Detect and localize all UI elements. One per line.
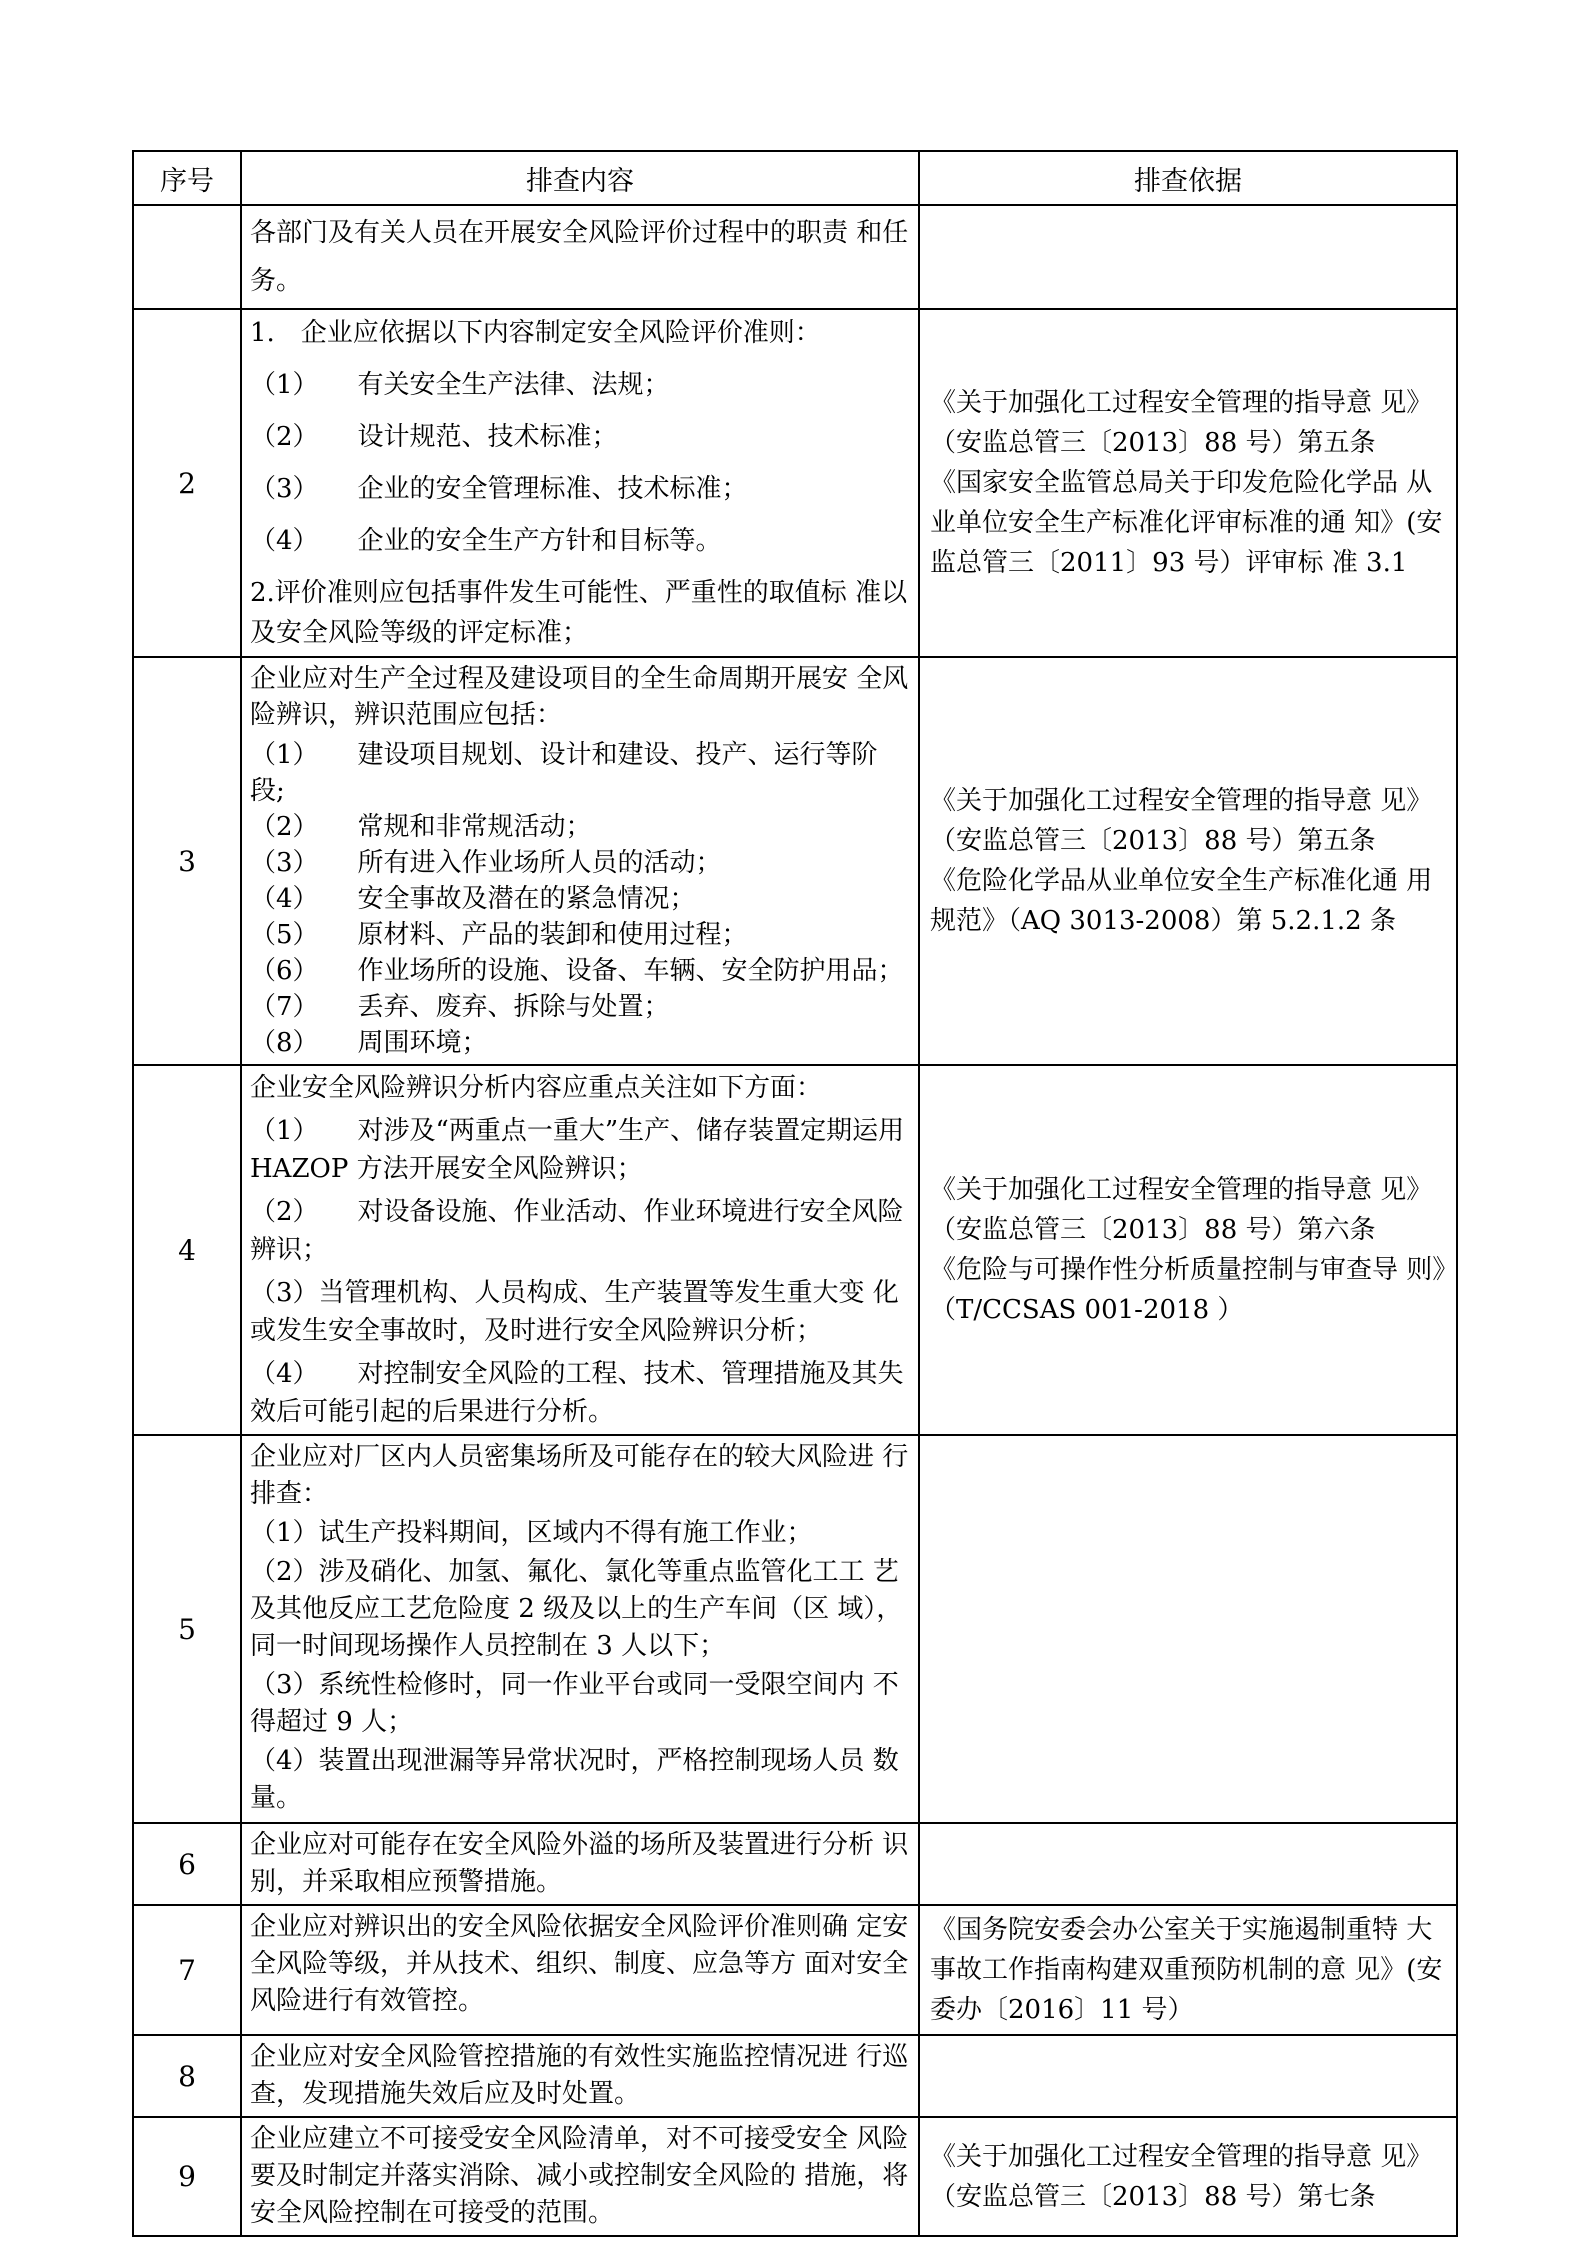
row-index-cell: 2 (133, 309, 241, 657)
table-row (133, 2035, 1457, 2117)
content-paragraph: （2）涉及硝化、加氢、氟化、氯化等重点监管化工工 艺及其他反应工艺危险度 2 级及以上的生产车间（区 域），同一时间现场操作人员控制在 3 人以下； (250, 1557, 903, 1661)
content-paragraph: （8） 周围环境； (250, 1028, 488, 1058)
basis-cell (919, 205, 1457, 309)
row-index-cell: 7 (133, 1905, 241, 2035)
table-row (133, 1823, 1457, 1905)
basis-cell (919, 1905, 1457, 2035)
inspection-table (132, 150, 1458, 2237)
content-paragraph: 企业应对生产全过程及建设项目的全生命周期开展安 全风险辨识，辨识范围应包括： (250, 664, 909, 730)
content-paragraph: （7） 丢弃、废弃、拆除与处置； (250, 992, 670, 1022)
row-index-cell: 4 (133, 1065, 241, 1435)
col-header-content: 排查内容 (241, 151, 919, 205)
content-paragraph: 1. 企业应依据以下内容制定安全风险评价准则： (250, 318, 821, 348)
table-body (133, 205, 1457, 2236)
basis-paragraph: 《国家安全监管总局关于印发危险化学品 从业单位安全生产标准化评审标准的通 知》(安监总管三〔2011〕93 号）评审标 准 3.1 (930, 468, 1443, 578)
row-index-cell: 3 (133, 657, 241, 1065)
content-paragraph: （5） 原材料、产品的装卸和使用过程； (250, 920, 748, 950)
content-paragraph: 企业安全风险辨识分析内容应重点关注如下方面： (250, 1073, 823, 1103)
content-paragraph: （4） 对控制安全风险的工程、技术、管理措施及其失 效后可能引起的后果进行分析。 (250, 1359, 904, 1427)
content-paragraph: （2） 对设备设施、作业活动、作业环境进行安全风险 辨识； (250, 1197, 904, 1265)
table-row (133, 1435, 1457, 1823)
content-cell (241, 205, 919, 309)
content-paragraph: （1） 对涉及“两重点一重大”生产、储存装置定期运用 HAZOP 方法开展安全风险辨识； (250, 1116, 905, 1184)
row-index-cell: 8 (133, 2035, 241, 2117)
content-paragraph: 企业应对安全风险管控措施的有效性实施监控情况进 行巡查，发现措施失效后应及时处置。 (250, 2042, 909, 2109)
content-paragraph: （1） 有关安全生产法律、法规； (250, 370, 670, 400)
table-row (133, 2117, 1457, 2236)
table-row (133, 1065, 1457, 1435)
table-row (133, 309, 1457, 657)
basis-cell (919, 1823, 1457, 1905)
content-paragraph: （4）装置出现泄漏等异常状况时，严格控制现场人员 数量。 (250, 1746, 899, 1813)
basis-paragraph: 《关于加强化工过程安全管理的指导意 见》（安监总管三〔2013〕88 号）第六条 (930, 1175, 1433, 1245)
basis-cell (919, 1435, 1457, 1823)
content-paragraph: （3） 企业的安全管理标准、技术标准； (250, 474, 748, 504)
basis-paragraph: 《危险化学品从业单位安全生产标准化通 用规范》（AQ 3013-2008）第 5.2.1.2 条 (930, 866, 1433, 936)
basis-paragraph: 《关于加强化工过程安全管理的指导意 见》（安监总管三〔2013〕88 号）第五条 (930, 786, 1433, 856)
basis-cell (919, 2117, 1457, 2236)
content-paragraph: （3） 所有进入作业场所人员的活动； (250, 848, 722, 878)
content-cell (241, 309, 919, 657)
basis-paragraph: 《关于加强化工过程安全管理的指导意 见》（安监总管三〔2013〕88 号）第七条 (930, 2141, 1433, 2212)
content-paragraph: （2） 常规和非常规活动； (250, 812, 592, 842)
col-header-index: 序号 (133, 151, 241, 205)
table-row (133, 1905, 1457, 2035)
content-paragraph: （4） 企业的安全生产方针和目标等。 (250, 526, 722, 556)
content-paragraph: 企业应对可能存在安全风险外溢的场所及装置进行分析 识别，并采取相应预警措施。 (250, 1830, 909, 1897)
basis-cell (919, 1065, 1457, 1435)
content-cell (241, 1435, 919, 1823)
basis-paragraph: 《危险与可操作性分析质量控制与审查导 则》（T/CCSAS 001-2018 ） (930, 1255, 1446, 1325)
basis-paragraph: 《关于加强化工过程安全管理的指导意 见》（安监总管三〔2013〕88 号）第五条 (930, 388, 1433, 458)
content-paragraph: 企业应对辨识出的安全风险依据安全风险评价准则确 定安全风险等级，并从技术、组织、制度、应急等方 面对安全风险进行有效管控。 (250, 1912, 909, 2016)
content-paragraph: 2.评价准则应包括事件发生可能性、严重性的取值标 准以及安全风险等级的评定标准； (250, 578, 908, 648)
content-paragraph: （1）试生产投料期间，区域内不得有施工作业； (250, 1518, 813, 1548)
content-paragraph: （2） 设计规范、技术标准； (250, 422, 618, 452)
row-index-cell: 6 (133, 1823, 241, 1905)
content-cell (241, 2117, 919, 2236)
table-row (133, 657, 1457, 1065)
content-cell (241, 1823, 919, 1905)
content-paragraph: （6） 作业场所的设施、设备、车辆、安全防护用品； (250, 956, 904, 986)
basis-cell (919, 657, 1457, 1065)
table-header-row (133, 151, 1457, 205)
content-paragraph: （4） 安全事故及潜在的紧急情况； (250, 884, 696, 914)
content-cell (241, 2035, 919, 2117)
content-cell (241, 1065, 919, 1435)
col-header-basis: 排查依据 (919, 151, 1457, 205)
basis-paragraph: 《国务院安委会办公室关于实施遏制重特 大事故工作指南构建双重预防机制的意 见》(安委办〔2016〕11 号） (930, 1915, 1443, 2025)
content-paragraph: 各部门及有关人员在开展安全风险评价过程中的职责 和任务。 (250, 218, 909, 296)
table-row (133, 205, 1457, 309)
row-index-cell: 5 (133, 1435, 241, 1823)
content-paragraph: 企业应对厂区内人员密集场所及可能存在的较大风险进 行排查： (250, 1442, 909, 1509)
basis-cell (919, 2035, 1457, 2117)
content-paragraph: 企业应建立不可接受安全风险清单，对不可接受安全 风险要及时制定并落实消除、减小或控制安全风险的 措施，将安全风险控制在可接受的范围。 (250, 2124, 909, 2228)
content-paragraph: （1） 建设项目规划、设计和建设、投产、运行等阶段; (250, 740, 878, 806)
basis-cell (919, 309, 1457, 657)
content-paragraph: （3）系统性检修时，同一作业平台或同一受限空间内 不得超过 9 人； (250, 1670, 899, 1737)
content-cell (241, 657, 919, 1065)
row-index-cell: 9 (133, 2117, 241, 2236)
row-index-cell (133, 205, 241, 309)
content-cell (241, 1905, 919, 2035)
content-paragraph: （3）当管理机构、人员构成、生产装置等发生重大变 化或发生安全事故时，及时进行安全风险辨识分析； (250, 1278, 899, 1346)
